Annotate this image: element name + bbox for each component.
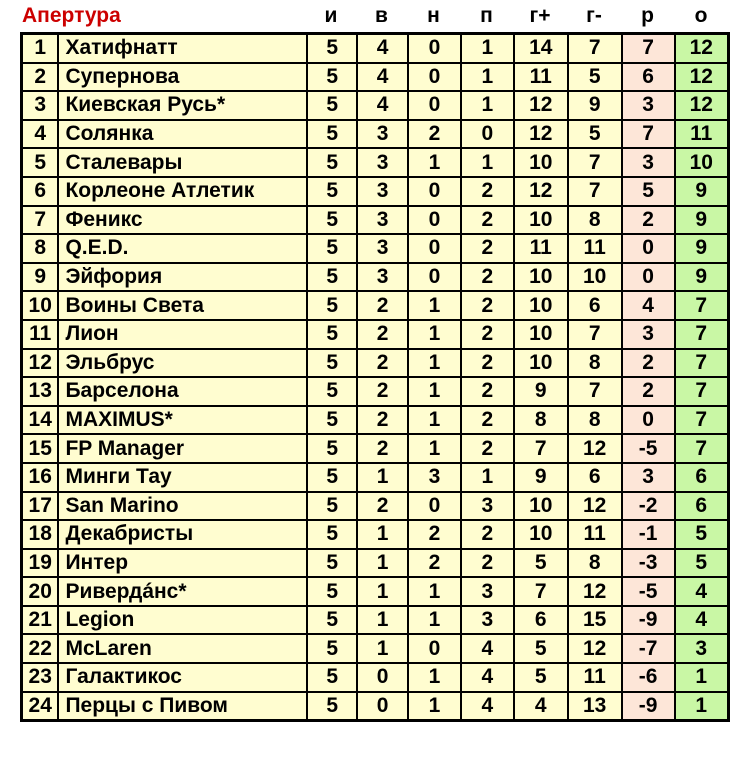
goals-for-cell: 9	[514, 377, 568, 406]
points-cell: 4	[675, 577, 729, 606]
draws-cell: 2	[408, 120, 461, 149]
rank-cell: 11	[22, 320, 59, 349]
games-cell: 5	[307, 520, 357, 549]
draws-cell: 0	[408, 34, 461, 63]
standings-table	[20, 32, 730, 722]
losses-cell: 2	[461, 520, 514, 549]
rank-cell: 9	[22, 263, 59, 292]
table-row	[22, 634, 729, 663]
goals-against-cell: 12	[568, 577, 622, 606]
team-name-cell: Ривердáнс*	[58, 577, 307, 606]
points-cell: 9	[675, 234, 729, 263]
wins-cell: 1	[357, 634, 408, 663]
table-row	[22, 148, 729, 177]
points-cell: 9	[675, 177, 729, 206]
table-row	[22, 577, 729, 606]
goals-against-cell: 11	[568, 520, 622, 549]
draws-cell: 0	[408, 91, 461, 120]
team-name-cell: San Marino	[58, 492, 307, 521]
table-row	[22, 606, 729, 635]
games-cell: 5	[307, 577, 357, 606]
goals-against-cell: 8	[568, 206, 622, 235]
goal-diff-cell: 4	[622, 291, 675, 320]
wins-cell: 2	[357, 434, 408, 463]
wins-cell: 1	[357, 520, 408, 549]
games-cell: 5	[307, 34, 357, 63]
losses-cell: 3	[461, 492, 514, 521]
goal-diff-cell: 0	[622, 234, 675, 263]
goals-against-cell: 6	[568, 463, 622, 492]
wins-cell: 3	[357, 206, 408, 235]
wins-cell: 4	[357, 34, 408, 63]
losses-cell: 1	[461, 34, 514, 63]
points-cell: 7	[675, 377, 729, 406]
goals-against-cell: 6	[568, 291, 622, 320]
losses-cell: 2	[461, 234, 514, 263]
points-cell: 7	[675, 406, 729, 435]
goals-for-cell: 12	[514, 91, 568, 120]
team-name-cell: Декабристы	[58, 520, 307, 549]
points-cell: 12	[675, 91, 729, 120]
draws-cell: 1	[408, 349, 461, 378]
team-name-cell: Барселона	[58, 377, 307, 406]
draws-cell: 0	[408, 634, 461, 663]
points-cell: 7	[675, 434, 729, 463]
wins-cell: 1	[357, 549, 408, 578]
goals-for-cell: 10	[514, 206, 568, 235]
wins-cell: 2	[357, 291, 408, 320]
goal-diff-cell: -9	[622, 692, 675, 721]
table-row	[22, 291, 729, 320]
team-name-cell: Интер	[58, 549, 307, 578]
goals-for-cell: 10	[514, 291, 568, 320]
games-cell: 5	[307, 234, 357, 263]
goal-diff-cell: -7	[622, 634, 675, 663]
losses-cell: 1	[461, 63, 514, 92]
goals-for-cell: 11	[514, 234, 568, 263]
goals-against-cell: 12	[568, 492, 622, 521]
team-name-cell: FP Manager	[58, 434, 307, 463]
team-name-cell: Эйфория	[58, 263, 307, 292]
goals-for-cell: 10	[514, 320, 568, 349]
goals-against-cell: 9	[568, 91, 622, 120]
losses-cell: 3	[461, 606, 514, 635]
goals-against-cell: 8	[568, 349, 622, 378]
team-name-cell: Феникс	[58, 206, 307, 235]
table-row	[22, 492, 729, 521]
goals-against-cell: 7	[568, 34, 622, 63]
goals-for-cell: 10	[514, 148, 568, 177]
goals-for-cell: 11	[514, 63, 568, 92]
goal-diff-cell: 0	[622, 263, 675, 292]
rank-cell: 19	[22, 549, 59, 578]
losses-cell: 4	[461, 692, 514, 721]
draws-header: н	[427, 4, 440, 27]
draws-cell: 0	[408, 206, 461, 235]
draws-cell: 1	[408, 291, 461, 320]
games-cell: 5	[307, 206, 357, 235]
table-row	[22, 520, 729, 549]
table-title: Апертура	[22, 4, 121, 27]
games-cell: 5	[307, 634, 357, 663]
games-cell: 5	[307, 148, 357, 177]
goals-against-cell: 7	[568, 377, 622, 406]
wins-cell: 3	[357, 148, 408, 177]
games-cell: 5	[307, 463, 357, 492]
wins-cell: 2	[357, 492, 408, 521]
losses-cell: 4	[461, 663, 514, 692]
goals-against-cell: 10	[568, 263, 622, 292]
rank-cell: 24	[22, 692, 59, 721]
games-cell: 5	[307, 320, 357, 349]
goals-for-cell: 6	[514, 606, 568, 635]
table-row	[22, 406, 729, 435]
goal-diff-cell: -1	[622, 520, 675, 549]
goals-against-cell: 5	[568, 120, 622, 149]
losses-cell: 2	[461, 320, 514, 349]
points-cell: 5	[675, 549, 729, 578]
games-cell: 5	[307, 492, 357, 521]
draws-cell: 1	[408, 148, 461, 177]
table-row	[22, 91, 729, 120]
wins-cell: 0	[357, 663, 408, 692]
goals-for-cell: 9	[514, 463, 568, 492]
goal-diff-cell: -6	[622, 663, 675, 692]
goal-diff-cell: 3	[622, 463, 675, 492]
points-cell: 9	[675, 263, 729, 292]
goal-diff-cell: -3	[622, 549, 675, 578]
rank-cell: 17	[22, 492, 59, 521]
points-cell: 4	[675, 606, 729, 635]
draws-cell: 2	[408, 549, 461, 578]
losses-cell: 3	[461, 577, 514, 606]
goal-diff-cell: 7	[622, 34, 675, 63]
team-name-cell: Хатифнатт	[58, 34, 307, 63]
goals-for-cell: 4	[514, 692, 568, 721]
points-cell: 5	[675, 520, 729, 549]
rank-cell: 8	[22, 234, 59, 263]
goals-for-cell: 12	[514, 120, 568, 149]
draws-cell: 1	[408, 320, 461, 349]
wins-header: в	[375, 4, 388, 27]
losses-cell: 2	[461, 349, 514, 378]
losses-cell: 2	[461, 377, 514, 406]
wins-cell: 0	[357, 692, 408, 721]
table-row	[22, 463, 729, 492]
games-cell: 5	[307, 349, 357, 378]
draws-cell: 1	[408, 692, 461, 721]
points-cell: 7	[675, 349, 729, 378]
rank-cell: 20	[22, 577, 59, 606]
goals-for-cell: 10	[514, 349, 568, 378]
goal-diff-cell: 3	[622, 320, 675, 349]
games-cell: 5	[307, 263, 357, 292]
games-cell: 5	[307, 177, 357, 206]
table-row	[22, 549, 729, 578]
goal-diff-cell: 0	[622, 406, 675, 435]
points-header: о	[694, 4, 708, 27]
rank-cell: 15	[22, 434, 59, 463]
goals-for-cell: 10	[514, 263, 568, 292]
goals-against-header: г-	[586, 4, 602, 27]
goal-diff-cell: 2	[622, 206, 675, 235]
points-cell: 7	[675, 320, 729, 349]
goal-diff-cell: -2	[622, 492, 675, 521]
rank-cell: 14	[22, 406, 59, 435]
wins-cell: 4	[357, 63, 408, 92]
rank-cell: 2	[22, 63, 59, 92]
goals-for-cell: 5	[514, 634, 568, 663]
goal-diff-cell: 3	[622, 148, 675, 177]
points-cell: 9	[675, 206, 729, 235]
games-header: и	[324, 4, 338, 27]
losses-cell: 4	[461, 634, 514, 663]
goals-for-cell: 5	[514, 663, 568, 692]
losses-cell: 2	[461, 263, 514, 292]
losses-cell: 2	[461, 291, 514, 320]
goals-for-cell: 5	[514, 549, 568, 578]
goals-for-cell: 7	[514, 434, 568, 463]
table-row	[22, 120, 729, 149]
team-name-cell: Киевская Русь*	[58, 91, 307, 120]
team-name-cell: Сталевары	[58, 148, 307, 177]
wins-cell: 1	[357, 463, 408, 492]
goals-against-cell: 7	[568, 177, 622, 206]
wins-cell: 3	[357, 120, 408, 149]
draws-cell: 0	[408, 492, 461, 521]
games-cell: 5	[307, 606, 357, 635]
table-row	[22, 663, 729, 692]
games-cell: 5	[307, 549, 357, 578]
draws-cell: 1	[408, 606, 461, 635]
wins-cell: 2	[357, 377, 408, 406]
wins-cell: 3	[357, 234, 408, 263]
team-name-cell: Супернова	[58, 63, 307, 92]
wins-cell: 2	[357, 406, 408, 435]
goals-for-cell: 14	[514, 34, 568, 63]
wins-cell: 1	[357, 606, 408, 635]
draws-cell: 1	[408, 577, 461, 606]
draws-cell: 0	[408, 263, 461, 292]
table-row	[22, 234, 729, 263]
draws-cell: 2	[408, 520, 461, 549]
points-cell: 11	[675, 120, 729, 149]
wins-cell: 4	[357, 91, 408, 120]
table-row	[22, 692, 729, 721]
goal-diff-cell: 2	[622, 349, 675, 378]
goals-for-header: г+	[529, 4, 551, 27]
draws-cell: 0	[408, 177, 461, 206]
rank-cell: 21	[22, 606, 59, 635]
rank-cell: 16	[22, 463, 59, 492]
rank-cell: 18	[22, 520, 59, 549]
goals-against-cell: 11	[568, 234, 622, 263]
rank-cell: 12	[22, 349, 59, 378]
points-cell: 6	[675, 492, 729, 521]
games-cell: 5	[307, 120, 357, 149]
goals-for-cell: 8	[514, 406, 568, 435]
losses-cell: 2	[461, 406, 514, 435]
rank-cell: 4	[22, 120, 59, 149]
draws-cell: 3	[408, 463, 461, 492]
goal-diff-cell: 2	[622, 377, 675, 406]
goal-diff-header: р	[641, 4, 654, 27]
team-name-cell: Эльбрус	[58, 349, 307, 378]
goals-against-cell: 5	[568, 63, 622, 92]
wins-cell: 2	[357, 349, 408, 378]
points-cell: 3	[675, 634, 729, 663]
team-name-cell: Q.E.D.	[58, 234, 307, 263]
rank-cell: 10	[22, 291, 59, 320]
losses-cell: 1	[461, 148, 514, 177]
games-cell: 5	[307, 91, 357, 120]
table-row	[22, 320, 729, 349]
team-name-cell: Солянка	[58, 120, 307, 149]
goal-diff-cell: 5	[622, 177, 675, 206]
points-cell: 12	[675, 63, 729, 92]
goals-against-cell: 15	[568, 606, 622, 635]
goals-against-cell: 13	[568, 692, 622, 721]
goal-diff-cell: 3	[622, 91, 675, 120]
draws-cell: 1	[408, 377, 461, 406]
rank-cell: 3	[22, 91, 59, 120]
wins-cell: 3	[357, 177, 408, 206]
draws-cell: 0	[408, 63, 461, 92]
goals-for-cell: 10	[514, 520, 568, 549]
table-row	[22, 63, 729, 92]
losses-cell: 2	[461, 206, 514, 235]
losses-cell: 1	[461, 463, 514, 492]
games-cell: 5	[307, 434, 357, 463]
team-name-cell: Legion	[58, 606, 307, 635]
rank-cell: 5	[22, 148, 59, 177]
goal-diff-cell: 7	[622, 120, 675, 149]
goals-for-cell: 10	[514, 492, 568, 521]
table-row	[22, 434, 729, 463]
wins-cell: 2	[357, 320, 408, 349]
team-name-cell: Корлеоне Атлетик	[58, 177, 307, 206]
team-name-cell: Галактикос	[58, 663, 307, 692]
losses-cell: 2	[461, 549, 514, 578]
team-name-cell: MAXIMUS*	[58, 406, 307, 435]
table-row	[22, 263, 729, 292]
table-row	[22, 177, 729, 206]
team-name-cell: McLaren	[58, 634, 307, 663]
goals-against-cell: 7	[568, 320, 622, 349]
points-cell: 1	[675, 692, 729, 721]
losses-cell: 2	[461, 177, 514, 206]
points-cell: 7	[675, 291, 729, 320]
goal-diff-cell: -5	[622, 434, 675, 463]
table-row	[22, 349, 729, 378]
losses-cell: 2	[461, 434, 514, 463]
games-cell: 5	[307, 63, 357, 92]
team-name-cell: Воины Света	[58, 291, 307, 320]
games-cell: 5	[307, 377, 357, 406]
draws-cell: 1	[408, 663, 461, 692]
goals-against-cell: 7	[568, 148, 622, 177]
goals-for-cell: 7	[514, 577, 568, 606]
rank-cell: 22	[22, 634, 59, 663]
goals-against-cell: 8	[568, 406, 622, 435]
points-cell: 6	[675, 463, 729, 492]
games-cell: 5	[307, 291, 357, 320]
table-row	[22, 377, 729, 406]
rank-cell: 7	[22, 206, 59, 235]
goals-against-cell: 12	[568, 634, 622, 663]
rank-cell: 1	[22, 34, 59, 63]
draws-cell: 1	[408, 434, 461, 463]
team-name-cell: Минги Тау	[58, 463, 307, 492]
points-cell: 10	[675, 148, 729, 177]
table-row	[22, 206, 729, 235]
goals-against-cell: 12	[568, 434, 622, 463]
rank-cell: 23	[22, 663, 59, 692]
losses-cell: 1	[461, 91, 514, 120]
losses-cell: 0	[461, 120, 514, 149]
goals-against-cell: 11	[568, 663, 622, 692]
wins-cell: 3	[357, 263, 408, 292]
draws-cell: 0	[408, 234, 461, 263]
games-cell: 5	[307, 406, 357, 435]
rank-cell: 6	[22, 177, 59, 206]
draws-cell: 1	[408, 406, 461, 435]
team-name-cell: Лион	[58, 320, 307, 349]
goal-diff-cell: -9	[622, 606, 675, 635]
team-name-cell: Перцы с Пивом	[58, 692, 307, 721]
table-row	[22, 34, 729, 63]
points-cell: 1	[675, 663, 729, 692]
goal-diff-cell: 6	[622, 63, 675, 92]
points-cell: 12	[675, 34, 729, 63]
goals-for-cell: 12	[514, 177, 568, 206]
wins-cell: 1	[357, 577, 408, 606]
rank-cell: 13	[22, 377, 59, 406]
games-cell: 5	[307, 663, 357, 692]
goal-diff-cell: -5	[622, 577, 675, 606]
games-cell: 5	[307, 692, 357, 721]
goals-against-cell: 8	[568, 549, 622, 578]
losses-header: п	[480, 4, 493, 27]
